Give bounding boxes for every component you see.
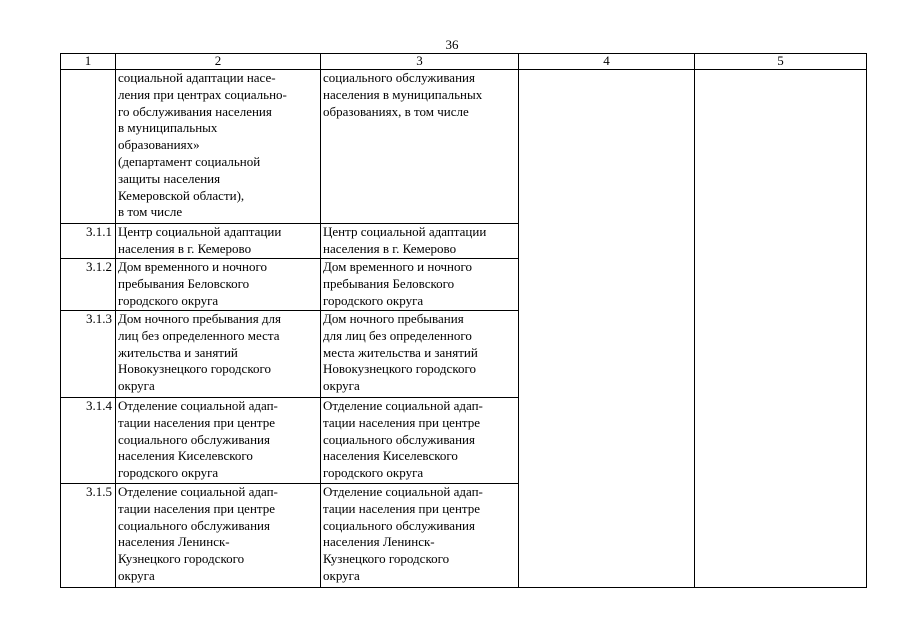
column-header-2: 2 — [116, 54, 321, 70]
row-name-col2: социальной адаптации насе- ления при центрах социально- го обслуживания населения в муниципальных образованиях» (департамент социальной защиты населения Кемеровской области), в том числе — [116, 70, 321, 224]
row-name-col2: Отделение социальной адап- тации населения при центре социального обслуживания населения Киселевского городского округа — [116, 398, 321, 484]
column-header-4: 4 — [519, 54, 695, 70]
row-name-col3: Центр социальной адаптации населения в г. Кемерово — [321, 224, 519, 259]
row-name-col2: Центр социальной адаптации населения в г. Кемерово — [116, 224, 321, 259]
column-header-5: 5 — [695, 54, 867, 70]
table-header-row — [61, 54, 867, 70]
row-name-col2: Дом ночного пребывания для лиц без определенного места жительства и занятий Новокузнецкого городского округа — [116, 311, 321, 398]
row-number — [61, 70, 116, 224]
row-name-col3: Дом ночного пребывания для лиц без определенного места жительства и занятий Новокузнецкого городского округа — [321, 311, 519, 398]
column-4-empty-cell — [519, 70, 695, 588]
row-name-col2: Дом временного и ночного пребывания Беловского городского округа — [116, 259, 321, 311]
row-number: 3.1.1 — [61, 224, 116, 259]
row-name-col3: Отделение социальной адап- тации населения при центре социального обслуживания населения Киселевского городского округа — [321, 398, 519, 484]
row-name-col2: Отделение социальной адап- тации населения при центре социального обслуживания населения Ленинск- Кузнецкого городского округа — [116, 484, 321, 588]
column-header-1: 1 — [61, 54, 116, 70]
column-header-3: 3 — [321, 54, 519, 70]
row-number: 3.1.4 — [61, 398, 116, 484]
row-number: 3.1.3 — [61, 311, 116, 398]
row-name-col3: Отделение социальной адап- тации населения при центре социального обслуживания населения Ленинск- Кузнецкого городского округа — [321, 484, 519, 588]
table-row — [61, 70, 867, 224]
row-number: 3.1.2 — [61, 259, 116, 311]
row-name-col3: Дом временного и ночного пребывания Беловского городского округа — [321, 259, 519, 311]
data-table — [60, 53, 867, 588]
column-5-empty-cell — [695, 70, 867, 588]
page-number: 36 — [445, 37, 459, 52]
row-name-col3: социального обслуживания населения в муниципальных образованиях, в том числе — [321, 70, 519, 224]
row-number: 3.1.5 — [61, 484, 116, 588]
